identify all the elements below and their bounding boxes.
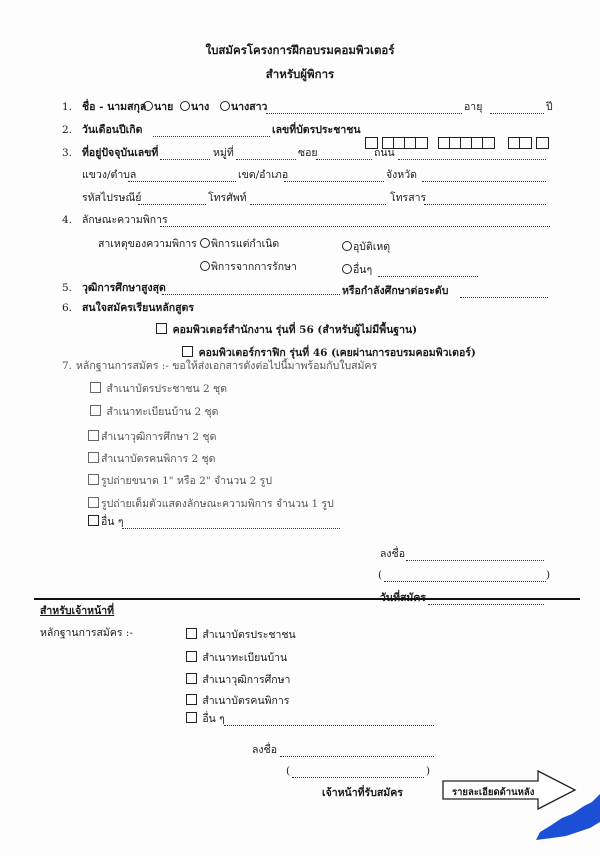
- officer-sign-label: ลงชื่อ: [252, 744, 277, 756]
- paren-close: ): [546, 569, 551, 581]
- province-input[interactable]: [422, 181, 546, 182]
- birthdate-input[interactable]: [153, 136, 270, 137]
- id-box-group-5[interactable]: [536, 137, 549, 149]
- officer-receiver-label: เจ้าหน้าที่รับสมัคร: [322, 787, 403, 799]
- disability-label: ลักษณะความพิการ: [82, 214, 168, 226]
- fax-input[interactable]: [424, 204, 546, 205]
- officer-doc-item[interactable]: สำเนาวุฒิการศึกษา: [186, 673, 290, 687]
- checkbox-icon: [88, 515, 99, 526]
- field-5-number: 5.: [62, 282, 73, 294]
- form-title: ใบสมัครโครงการฝึกอบรมคอมพิวเตอร์: [205, 43, 395, 57]
- doc-other-input[interactable]: [122, 528, 340, 529]
- checkbox-icon: [88, 452, 99, 463]
- province-label: จังหวัด: [386, 169, 417, 181]
- field-1-number: 1.: [62, 101, 73, 113]
- checkbox-icon: [90, 382, 101, 393]
- phone-label: โทรศัพท์: [208, 192, 247, 204]
- applicant-name-input[interactable]: [384, 581, 546, 582]
- name-label: ชื่อ - นามสกุล: [82, 101, 147, 113]
- doc-item[interactable]: รูปถ่ายขนาด 1" หรือ 2" จำนวน 2 รูป: [88, 474, 272, 488]
- address-label: ที่อยู่ปัจจุบันเลขที่: [82, 147, 159, 159]
- checkbox-icon: [88, 430, 99, 441]
- doc-item-other[interactable]: อื่น ๆ: [88, 515, 123, 529]
- radio-circle-icon: [200, 238, 210, 248]
- paren-open: (: [286, 765, 291, 777]
- field-3-number: 3.: [62, 147, 73, 159]
- cause-treatment-option[interactable]: พิการจากการรักษา: [200, 261, 297, 274]
- field-7-number: 7.: [62, 360, 73, 372]
- id-box-group-3[interactable]: [438, 137, 495, 149]
- field-6-number: 6.: [62, 302, 73, 314]
- doc-item[interactable]: สำเนาบัตรคนพิการ 2 ชุด: [88, 452, 215, 466]
- studying-label: หรือกำลังศึกษาต่อระดับ: [342, 285, 449, 297]
- soi-input[interactable]: [316, 159, 372, 160]
- years-label: ปี: [546, 101, 553, 113]
- cause-accident-option[interactable]: อุบัติเหตุ: [342, 241, 390, 254]
- radio-circle-icon: [180, 101, 190, 111]
- cause-other-input[interactable]: [378, 276, 478, 277]
- fax-label: โทรสาร: [390, 192, 427, 204]
- subdistrict-label: แขวง/ตำบล: [82, 169, 137, 181]
- form-subtitle: สำหรับผู้พิการ: [265, 67, 335, 81]
- checkbox-icon: [156, 323, 167, 334]
- checkbox-icon: [182, 346, 193, 357]
- id-box-group-4[interactable]: [508, 137, 532, 149]
- field-4-number: 4.: [62, 214, 73, 226]
- age-input[interactable]: [490, 113, 544, 114]
- paren-close: ): [426, 765, 431, 777]
- house-no-input[interactable]: [160, 159, 210, 160]
- moo-label: หมู่ที่: [213, 147, 234, 159]
- checkbox-icon: [88, 474, 99, 485]
- apply-date-label: วันที่สมัคร: [380, 592, 426, 604]
- education-label: วุฒิการศึกษาสูงสุด: [82, 282, 166, 294]
- applicant-sign-input[interactable]: [406, 560, 544, 561]
- officer-sign-input[interactable]: [280, 756, 434, 757]
- see-back-note: รายละเอียดด้านหลัง: [452, 787, 535, 798]
- officer-doc-item[interactable]: สำเนาบัตรคนพิการ: [186, 694, 289, 708]
- doc-item[interactable]: รูปถ่ายเต็มตัวแสดงลักษณะความพิการ จำนวน 1 รูป: [88, 497, 334, 511]
- checkbox-icon: [186, 673, 197, 684]
- radio-circle-icon: [342, 264, 352, 274]
- subdistrict-input[interactable]: [128, 181, 236, 182]
- course-graphic-option[interactable]: คอมพิวเตอร์กราฟิก รุ่นที่ 46 (เคยผ่านการอบรมคอมพิวเตอร์): [182, 346, 476, 360]
- section-divider: [34, 598, 580, 600]
- title-mr-option[interactable]: นาย: [143, 101, 173, 114]
- checkbox-icon: [186, 694, 197, 705]
- checkbox-icon: [186, 651, 197, 662]
- apply-date-input[interactable]: [428, 604, 544, 605]
- postcode-label: รหัสไปรษณีย์: [82, 192, 142, 204]
- cause-other-option[interactable]: อื่นๆ: [342, 264, 372, 277]
- doc-item[interactable]: สำเนาบัตรประชาชน 2 ชุด: [90, 382, 227, 396]
- field-2-number: 2.: [62, 124, 73, 136]
- officer-heading: สำหรับเจ้าหน้าที่: [40, 605, 115, 617]
- officer-doc-item[interactable]: สำเนาบัตรประชาชน: [186, 628, 296, 642]
- title-mrs-option[interactable]: นาง: [180, 101, 209, 114]
- checkbox-icon: [186, 712, 197, 723]
- cause-birth-option[interactable]: พิการแต่กำเนิด: [200, 238, 279, 251]
- radio-circle-icon: [143, 101, 153, 111]
- postcode-input[interactable]: [138, 204, 206, 205]
- road-label: ถนน: [374, 147, 395, 159]
- birthdate-label: วันเดือนปีเกิด: [82, 124, 143, 136]
- paren-open: (: [378, 569, 383, 581]
- course-office-option[interactable]: คอมพิวเตอร์สำนักงาน รุ่นที่ 56 (สำหรับผู้ไม่มีพื้นฐาน): [156, 323, 417, 337]
- officer-doc-item[interactable]: สำเนาทะเบียนบ้าน: [186, 651, 287, 665]
- id-card-label: เลขที่บัตรประชาชน: [272, 124, 361, 136]
- cause-label: สาเหตุของความพิการ: [98, 238, 197, 250]
- studying-input[interactable]: [460, 297, 548, 298]
- officer-doc-item-other[interactable]: อื่น ๆ: [186, 712, 225, 726]
- checkbox-icon: [88, 497, 99, 508]
- documents-label: หลักฐานการสมัคร :- ขอให้ส่งเอกสารดังต่อไปนี้มาพร้อมกับใบสมัคร: [76, 360, 378, 372]
- checkbox-icon: [90, 405, 101, 416]
- radio-circle-icon: [220, 101, 230, 111]
- checkbox-icon: [186, 628, 197, 639]
- doc-item[interactable]: สำเนาวุฒิการศึกษา 2 ชุด: [88, 430, 216, 444]
- phone-input[interactable]: [250, 204, 386, 205]
- moo-input[interactable]: [236, 159, 296, 160]
- disability-input[interactable]: [160, 226, 550, 227]
- title-miss-option[interactable]: นางสาว: [220, 101, 267, 114]
- radio-circle-icon: [342, 241, 352, 251]
- officer-docs-label: หลักฐานการสมัคร :-: [40, 627, 133, 639]
- course-label: สนใจสมัครเรียนหลักสูตร: [82, 302, 194, 314]
- applicant-sign-label: ลงชื่อ: [380, 548, 405, 560]
- officer-name-input[interactable]: [292, 777, 424, 778]
- district-label: เขต/อำเภอ: [238, 169, 289, 181]
- ink-stain-icon: [532, 792, 600, 842]
- officer-other-input[interactable]: [224, 725, 434, 726]
- name-input[interactable]: [266, 113, 462, 114]
- doc-item[interactable]: สำเนาทะเบียนบ้าน 2 ชุด: [90, 405, 219, 419]
- soi-label: ซอย: [298, 147, 318, 159]
- education-input[interactable]: [162, 294, 340, 295]
- age-label: อายุ: [464, 101, 483, 113]
- district-input[interactable]: [284, 181, 384, 182]
- radio-circle-icon: [200, 261, 210, 271]
- road-input[interactable]: [398, 159, 546, 160]
